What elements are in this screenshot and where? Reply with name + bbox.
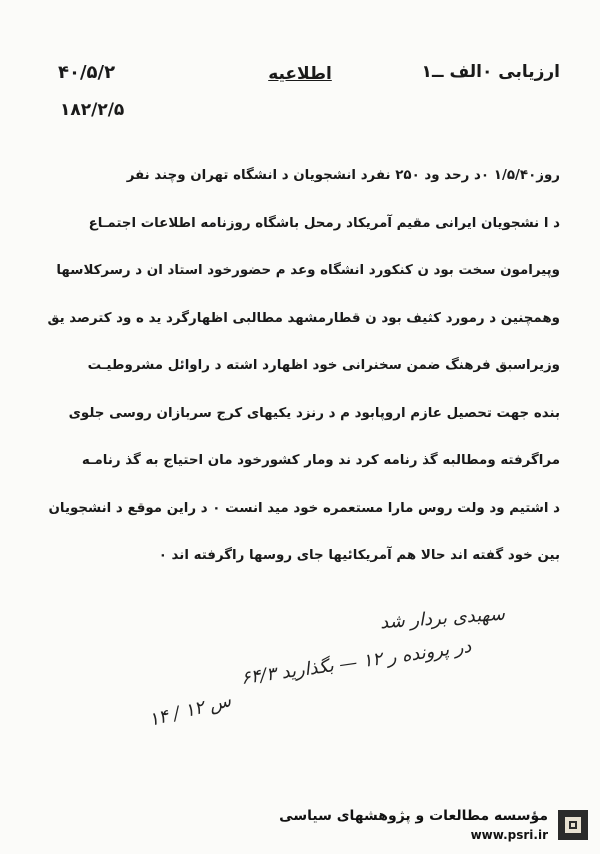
classification-label: ارزیابی ۰الف ــ۱	[421, 62, 560, 82]
body-line: وپیرامون سخت بود ن کنکورد انشگاه وعد م حضورخود استاد ان د رسرکلاسها	[56, 263, 560, 278]
body-line: مراگرفته ومطالبه گذ رنامه کرد ند ومار کشورخود مان احتیاج به گذ رنامـه	[81, 453, 560, 468]
body-line: وزیراسبق فرهنگ ضمن سخنرانی خود اظهارد اشته د راوائل مشروطیـت	[87, 358, 560, 373]
document-title: اطلاعیه	[268, 64, 332, 84]
reference-number: ۱۸۲/۲/۵	[60, 100, 125, 120]
handwritten-note-line-1: سهبدی بردار شد	[379, 603, 506, 634]
body-line: روز۱/۵/۴۰ ۰د رحد ود ۲۵۰ نفرد انشجویان د انشگاه تهران وچند نفر	[126, 168, 560, 183]
body-line: د ا نشجویان ایرانی مقیم آمریکاد رمحل باشگاه روزنامه اطلاعات اجتمـاع	[88, 215, 560, 231]
body-line: وهمچنین د رمورد کثیف بود ن قطارمشهد مطالبی اظهارگرد ید ه ود کترصد یق	[47, 310, 560, 326]
footer	[0, 784, 600, 854]
handwritten-note-line-2: در پرونده ر ۱۲ — بگذارید ۶۴/۳	[239, 635, 473, 690]
document-date: ۴۰/۵/۲	[58, 62, 116, 83]
psri-logo-icon	[558, 810, 588, 840]
body-line: د اشتیم ود ولت روس مارا مستعمره خود مید انست ۰ د راین موقع د انشجویان	[48, 500, 560, 516]
document-body	[38, 152, 560, 580]
institute-name: مؤسسه مطالعات و پژوهشهای سیاسی	[279, 808, 548, 824]
body-line: بنده جهت تحصیل عازم اروپابود م د رنزد یکیهای کرج سربازان روسی جلوی	[68, 405, 560, 421]
handwritten-note-line-3: س ۱۲ / ۱۴	[146, 690, 234, 731]
body-line: بین خود گفته اند حالا هم آمریکائیها جای روسها راگرفته اند ۰	[158, 548, 560, 563]
website-url[interactable]: www.psri.ir	[470, 828, 548, 842]
